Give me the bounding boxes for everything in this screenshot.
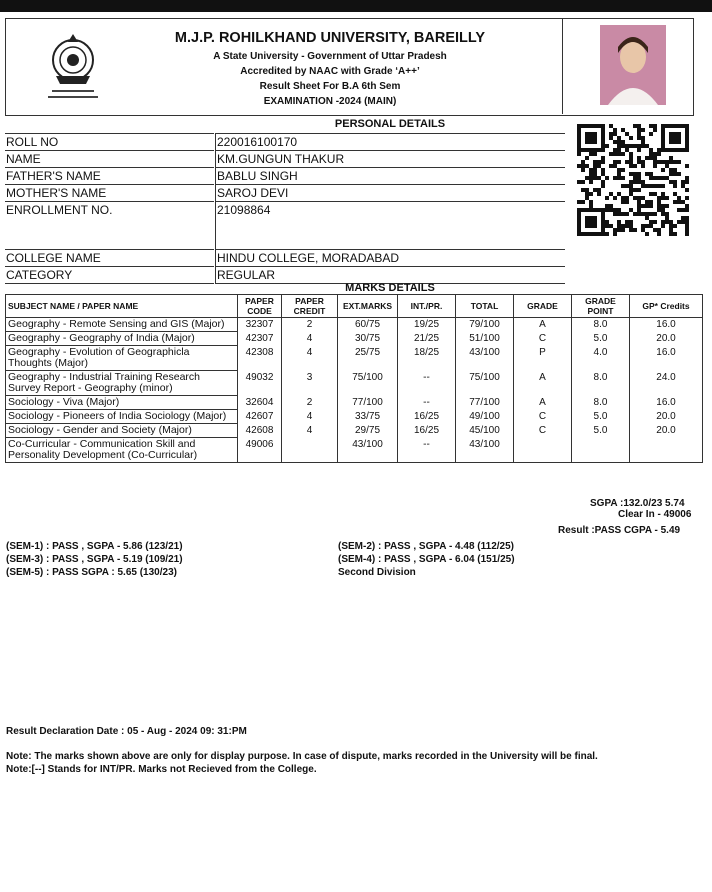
- university-subtitle: A State University - Government of Uttar Pradesh: [213, 51, 447, 62]
- grade-point: 8.0: [572, 318, 630, 332]
- int-pr: 19/25: [398, 318, 456, 332]
- int-pr: 18/25: [398, 346, 456, 371]
- col-grade-point: GRADE POINT: [572, 295, 630, 318]
- col-gp-credits: GP* Credits: [630, 295, 703, 318]
- header-separator: [562, 18, 563, 114]
- subject-name: Co-Curricular - Communication Skill and Personality Development (Co-Curricular): [6, 438, 238, 463]
- total: 49/100: [456, 410, 514, 424]
- int-pr: 21/25: [398, 332, 456, 346]
- gp-credits: [630, 438, 703, 463]
- paper-credit: 2: [282, 396, 338, 410]
- gp-credits: 16.0: [630, 396, 703, 410]
- int-pr: 16/25: [398, 410, 456, 424]
- ext-marks: 30/75: [338, 332, 398, 346]
- note-display-purpose: Note: The marks shown above are only for display purpose. In case of dispute, marks recorded in the University will be final.: [6, 751, 598, 762]
- note-int-pr: Note:[--] Stands for INT/PR. Marks not Recieved from the College.: [6, 764, 317, 775]
- grade: [514, 438, 572, 463]
- college-label: COLLEGE NAME: [5, 249, 214, 266]
- paper-code: 32307: [238, 318, 282, 332]
- total: 45/100: [456, 424, 514, 438]
- subject-name: Geography - Evolution of Geographicla Thoughts (Major): [6, 346, 238, 371]
- grade-point: 8.0: [572, 396, 630, 410]
- division: Second Division: [338, 567, 416, 578]
- ext-marks: 25/75: [338, 346, 398, 371]
- table-row: [6, 396, 703, 410]
- gp-credits: 20.0: [630, 332, 703, 346]
- roll-label: ROLL NO: [5, 133, 214, 150]
- ext-marks: 77/100: [338, 396, 398, 410]
- col-paper-credit: PAPER CREDIT: [282, 295, 338, 318]
- grade: A: [514, 396, 572, 410]
- clear-in: Clear In - 49006: [618, 509, 692, 520]
- college-value: HINDU COLLEGE, MORADABAD: [215, 249, 565, 266]
- paper-credit: 4: [282, 410, 338, 424]
- marks-details-title: MARKS DETAILS: [345, 282, 435, 294]
- name-label: NAME: [5, 150, 214, 167]
- top-bar: [0, 0, 712, 12]
- subject-name: Geography - Geography of India (Major): [6, 332, 238, 346]
- sgpa-summary: SGPA :132.0/23 5.74: [590, 498, 685, 509]
- col-grade: GRADE: [514, 295, 572, 318]
- mother-label: MOTHER'S NAME: [5, 184, 214, 201]
- grade: A: [514, 371, 572, 396]
- marks-table: [5, 294, 703, 463]
- gp-credits: 16.0: [630, 318, 703, 332]
- category-label: CATEGORY: [5, 266, 214, 284]
- total: 79/100: [456, 318, 514, 332]
- paper-code: 32604: [238, 396, 282, 410]
- grade-point: 8.0: [572, 371, 630, 396]
- enroll-value: 21098864: [215, 201, 565, 249]
- grade: A: [514, 318, 572, 332]
- int-pr: --: [398, 396, 456, 410]
- subject-name: Sociology - Viva (Major): [6, 396, 238, 410]
- ext-marks: 43/100: [338, 438, 398, 463]
- father-label: FATHER'S NAME: [5, 167, 214, 184]
- paper-credit: 4: [282, 346, 338, 371]
- university-logo: [34, 26, 112, 102]
- personal-details-title: PERSONAL DETAILS: [334, 118, 446, 130]
- gp-credits: 24.0: [630, 371, 703, 396]
- gp-credits: 16.0: [630, 346, 703, 371]
- int-pr: --: [398, 371, 456, 396]
- table-row: [6, 346, 703, 371]
- paper-code: 42607: [238, 410, 282, 424]
- sem4-result: (SEM-4) : PASS , SGPA - 6.04 (151/25): [338, 554, 515, 565]
- result-sheet-title: Result Sheet For B.A 6th Sem: [259, 81, 401, 92]
- table-row: [6, 424, 703, 438]
- col-paper-code: PAPER CODE: [238, 295, 282, 318]
- paper-code: 49006: [238, 438, 282, 463]
- subject-name: Sociology - Gender and Society (Major): [6, 424, 238, 438]
- mother-value: SAROJ DEVI: [215, 184, 565, 201]
- subject-name: Geography - Industrial Training Research Survey Report - Geography (minor): [6, 371, 238, 396]
- category-value: REGULAR: [215, 266, 565, 284]
- grade-point: 5.0: [572, 410, 630, 424]
- col-total: TOTAL: [456, 295, 514, 318]
- father-value: BABLU SINGH: [215, 167, 565, 184]
- paper-code: 42307: [238, 332, 282, 346]
- col-subject: SUBJECT NAME / PAPER NAME: [6, 295, 238, 318]
- col-ext-marks: EXT.MARKS: [338, 295, 398, 318]
- gp-credits: 20.0: [630, 424, 703, 438]
- paper-credit: 2: [282, 318, 338, 332]
- grade-point: [572, 438, 630, 463]
- grade: C: [514, 424, 572, 438]
- qr-code: [577, 124, 689, 236]
- sem3-result: (SEM-3) : PASS , SGPA - 5.19 (109/21): [6, 554, 183, 565]
- roll-value: 220016100170: [215, 133, 565, 150]
- paper-credit: [282, 438, 338, 463]
- table-row: [6, 332, 703, 346]
- enroll-label: ENROLLMENT NO.: [5, 201, 214, 249]
- grade: C: [514, 332, 572, 346]
- paper-code: 42308: [238, 346, 282, 371]
- paper-credit: 4: [282, 424, 338, 438]
- paper-credit: 4: [282, 332, 338, 346]
- total: 43/100: [456, 346, 514, 371]
- int-pr: --: [398, 438, 456, 463]
- int-pr: 16/25: [398, 424, 456, 438]
- marks-header-row: [6, 295, 703, 318]
- university-name: M.J.P. ROHILKHAND UNIVERSITY, BAREILLY: [174, 30, 486, 46]
- sem5-result: (SEM-5) : PASS SGPA : 5.65 (130/23): [6, 567, 177, 578]
- table-row: [6, 438, 703, 463]
- name-value: KM.GUNGUN THAKUR: [215, 150, 565, 167]
- sem1-result: (SEM-1) : PASS , SGPA - 5.86 (123/21): [6, 541, 183, 552]
- examination-title: EXAMINATION -2024 (MAIN): [263, 96, 397, 107]
- total: 75/100: [456, 371, 514, 396]
- result-cgpa: Result :PASS CGPA - 5.49: [558, 525, 681, 536]
- grade: C: [514, 410, 572, 424]
- subject-name: Geography - Remote Sensing and GIS (Major): [6, 318, 238, 332]
- table-row: [6, 410, 703, 424]
- total: 51/100: [456, 332, 514, 346]
- total: 77/100: [456, 396, 514, 410]
- student-photo: [600, 25, 666, 105]
- paper-code: 49032: [238, 371, 282, 396]
- grade-point: 5.0: [572, 424, 630, 438]
- sem2-result: (SEM-2) : PASS , SGPA - 4.48 (112/25): [338, 541, 514, 552]
- ext-marks: 29/75: [338, 424, 398, 438]
- header-text: [120, 30, 540, 109]
- col-int-pr: INT./PR.: [398, 295, 456, 318]
- ext-marks: 75/100: [338, 371, 398, 396]
- accreditation: Accredited by NAAC with Grade ‘A++’: [240, 66, 420, 77]
- table-row: [6, 318, 703, 332]
- paper-credit: 3: [282, 371, 338, 396]
- subject-name: Sociology - Pioneers of India Sociology (Major): [6, 410, 238, 424]
- gp-credits: 20.0: [630, 410, 703, 424]
- ext-marks: 33/75: [338, 410, 398, 424]
- grade-point: 5.0: [572, 332, 630, 346]
- result-declaration-date: Result Declaration Date : 05 - Aug - 2024 09: 31:PM: [6, 726, 247, 737]
- table-row: [6, 371, 703, 396]
- grade: P: [514, 346, 572, 371]
- total: 43/100: [456, 438, 514, 463]
- grade-point: 4.0: [572, 346, 630, 371]
- paper-code: 42608: [238, 424, 282, 438]
- ext-marks: 60/75: [338, 318, 398, 332]
